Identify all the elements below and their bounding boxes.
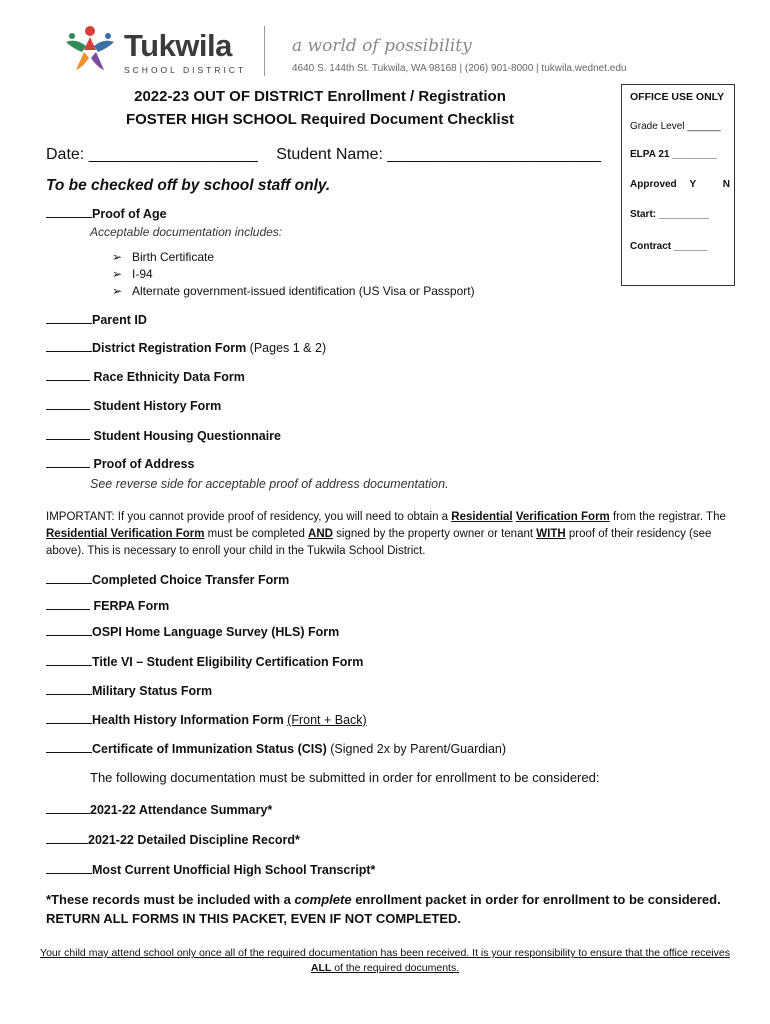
- checklist-item-student-history: Student History Form: [46, 398, 221, 413]
- checklist-item-ospi-hls: OSPI Home Language Survey (HLS) Form: [46, 624, 339, 639]
- staff-check-note: To be checked off by school staff only.: [46, 177, 331, 194]
- check-blank[interactable]: [46, 369, 90, 381]
- checklist-item-choice-transfer: Completed Choice Transfer Form: [46, 572, 289, 587]
- check-blank[interactable]: [46, 428, 90, 440]
- check-blank[interactable]: [46, 312, 92, 324]
- check-blank[interactable]: [46, 456, 90, 468]
- checklist-item-proof-of-age: Proof of Age: [46, 206, 167, 221]
- checklist-item-title-vi: Title VI – Student Eligibility Certification Form: [46, 654, 363, 669]
- check-blank[interactable]: [46, 340, 92, 352]
- approved-label: Approved: [630, 179, 677, 190]
- student-name-field[interactable]: Student Name: ________________________: [276, 146, 601, 163]
- checklist-item-transcript: Most Current Unofficial High School Transcript*: [46, 862, 375, 877]
- tagline: a world of possibility: [292, 36, 472, 56]
- arrow-bullet-icon: ➢: [112, 284, 123, 298]
- check-blank[interactable]: [46, 654, 92, 666]
- document-subtitle: FOSTER HIGH SCHOOL Required Document Checklist: [125, 111, 515, 128]
- document-title: 2022-23 OUT OF DISTRICT Enrollment / Registration: [134, 88, 506, 105]
- list-item: ➢ Alternate government-issued identification (US Visa or Passport): [112, 284, 475, 298]
- arrow-bullet-icon: ➢: [112, 267, 123, 281]
- checklist-item-parent-id: Parent ID: [46, 312, 147, 327]
- arrow-bullet-icon: ➢: [112, 250, 123, 264]
- logo-subtitle: SCHOOL DISTRICT: [124, 65, 247, 75]
- records-note: *These records must be included with a complete enrollment packet in order for enrollment to be considered. RETURN ALL FORMS IN THIS PACKET, EVEN IF NOT COMPLETED.: [46, 892, 721, 926]
- check-blank[interactable]: [46, 398, 90, 410]
- checklist-item-race-ethnicity: Race Ethnicity Data Form: [46, 369, 245, 384]
- important-paragraph: IMPORTANT: If you cannot provide proof of residency, you will need to obtain a Residential Verification Form from the registrar. The Residential Verification Form must be completed AND signed by the property owner or tenant WITH proof of their residency (see above). This is necessary to enroll your child in the Tukwila School District.: [46, 511, 726, 557]
- checklist-item-discipline: 2021-22 Detailed Discipline Record*: [46, 832, 300, 847]
- check-blank[interactable]: [46, 572, 92, 584]
- footer-note: Your child may attend school only once all of the required documentation has been received. It is your responsibility to ensure that the office receives ALL of the required documents.: [40, 947, 730, 974]
- header-divider: [264, 26, 265, 76]
- approved-field[interactable]: [630, 179, 730, 190]
- checklist-item-student-housing: Student Housing Questionnaire: [46, 428, 281, 443]
- checklist-item-attendance: 2021-22 Attendance Summary*: [46, 802, 272, 817]
- contract-field[interactable]: Contract ______: [630, 241, 708, 252]
- check-blank[interactable]: [46, 741, 92, 753]
- check-blank[interactable]: [46, 624, 92, 636]
- district-logo-icon: [62, 24, 118, 74]
- elpa-field[interactable]: ELPA 21 ________: [630, 149, 717, 160]
- checklist-item-district-registration: District Registration Form (Pages 1 & 2): [46, 340, 326, 355]
- check-blank[interactable]: [46, 712, 92, 724]
- check-blank[interactable]: [46, 862, 92, 874]
- approved-no[interactable]: N: [722, 179, 730, 190]
- list-item: ➢ I-94: [112, 267, 153, 281]
- checklist-item-military-status: Military Status Form: [46, 683, 212, 698]
- check-blank[interactable]: [46, 206, 92, 218]
- date-field[interactable]: Date: ___________________: [46, 146, 258, 163]
- checklist-item-ferpa: FERPA Form: [46, 598, 169, 613]
- check-blank[interactable]: [46, 598, 90, 610]
- checklist-item-health-history: Health History Information Form (Front + Back): [46, 712, 367, 727]
- checklist-item-proof-of-address: Proof of Address: [46, 456, 194, 471]
- checklist-item-immunization: Certificate of Immunization Status (CIS) (Signed 2x by Parent/Guardian): [46, 741, 506, 756]
- start-field[interactable]: Start: _________: [630, 209, 709, 220]
- followup-instruction: The following documentation must be submitted in order for enrollment to be considered:: [90, 770, 600, 785]
- approved-yes[interactable]: Y: [689, 179, 696, 190]
- address-note: See reverse side for acceptable proof of address documentation.: [90, 477, 449, 491]
- office-use-heading: OFFICE USE ONLY: [630, 91, 725, 103]
- date-student-line: [46, 146, 601, 164]
- grade-level-field[interactable]: Grade Level ______: [630, 121, 721, 132]
- check-blank[interactable]: [46, 683, 92, 695]
- district-address: 4640 S. 144th St. Tukwila, WA 98168 | (206) 901-8000 | tukwila.wednet.edu: [292, 63, 627, 74]
- check-blank[interactable]: [46, 832, 88, 844]
- list-item: ➢ Birth Certificate: [112, 250, 215, 264]
- check-blank[interactable]: [46, 802, 90, 814]
- logo-name: Tukwila: [124, 28, 232, 63]
- proof-of-age-note: Acceptable documentation includes:: [90, 225, 283, 239]
- office-use-box: [621, 84, 735, 286]
